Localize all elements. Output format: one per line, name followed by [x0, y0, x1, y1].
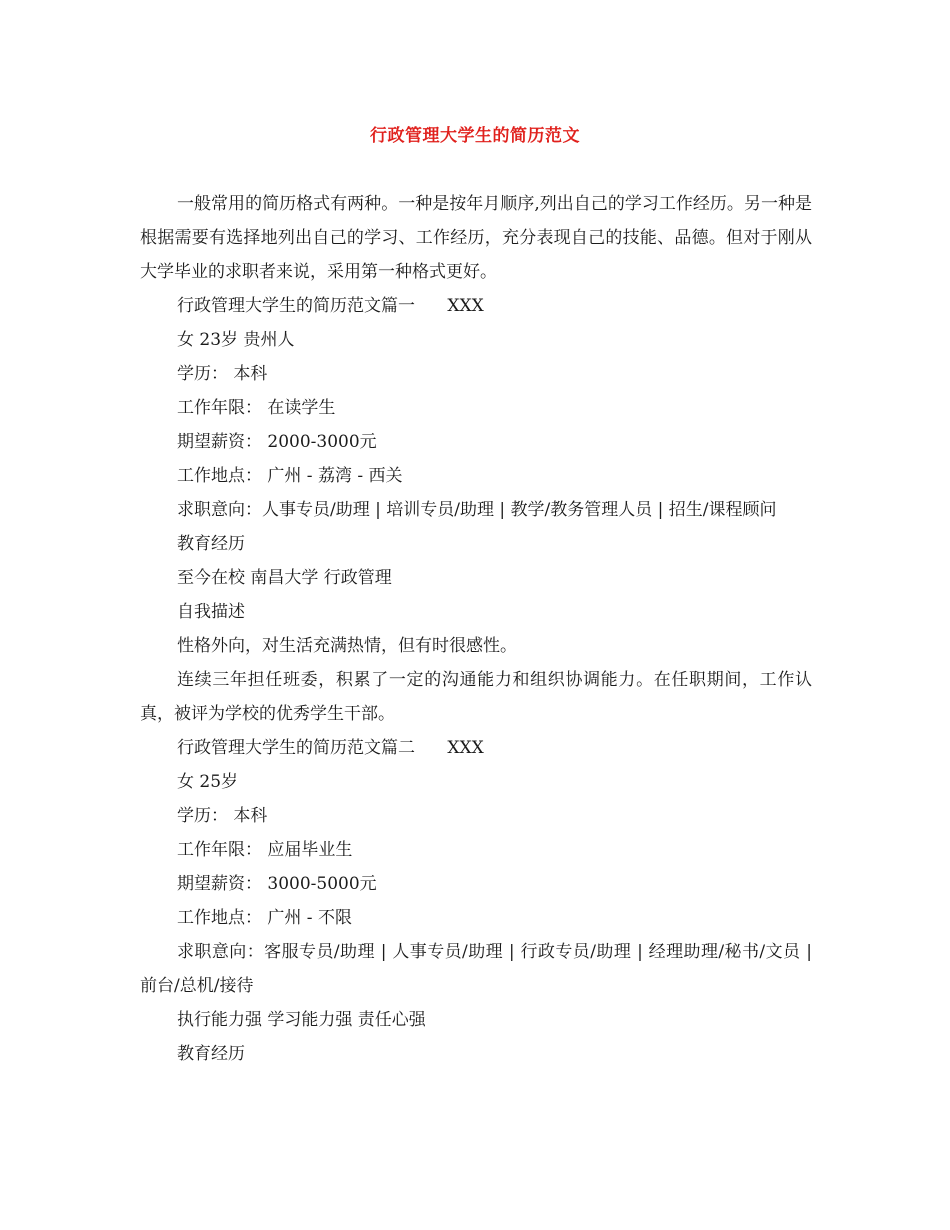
sample-one-education-level: 学历： 本科	[177, 364, 268, 384]
sample-two-heading: 行政管理大学生的简历范文篇二 XXX	[177, 738, 484, 758]
sample-two-personal-info: 女 25岁	[177, 772, 239, 792]
sample-one-expected-salary: 期望薪资： 2000-3000元	[177, 432, 377, 452]
sample-one-school: 至今在校 南昌大学 行政管理	[177, 568, 392, 588]
intro-paragraph: 一般常用的简历格式有两种。一种是按年月顺序,列出自己的学习工作经历。另一种是根据需要有选择地列出自己的学习、工作经历，充分表现自己的技能、品德。但对于刚从大学毕业的求职者来说，采用第一种格式更好。	[140, 194, 812, 282]
document-title: 行政管理大学生的简历范文	[370, 126, 580, 146]
sample-one-experience: 连续三年担任班委，积累了一定的沟通能力和组织协调能力。在任职期间，工作认真，被评为学校的优秀学生干部。	[140, 670, 812, 724]
sample-one-personal-info: 女 23岁 贵州人	[177, 330, 295, 350]
sample-two-expected-salary: 期望薪资： 3000-5000元	[177, 874, 377, 894]
sample-two-work-location: 工作地点： 广州 - 不限	[177, 908, 352, 928]
sample-one-job-intention: 求职意向：人事专员/助理 | 培训专员/助理 | 教学/教务管理人员 | 招生/课程顾问	[177, 500, 777, 520]
sample-one-heading: 行政管理大学生的简历范文篇一 XXX	[177, 296, 484, 316]
sample-one-personality: 性格外向，对生活充满热情，但有时很感性。	[177, 636, 517, 656]
sample-two-education-level: 学历： 本科	[177, 806, 268, 826]
sample-one-education-heading: 教育经历	[177, 534, 245, 554]
sample-one-work-location: 工作地点： 广州 - 荔湾 - 西关	[177, 466, 403, 486]
sample-two-education-heading: 教育经历	[177, 1044, 245, 1064]
sample-two-work-years: 工作年限： 应届毕业生	[177, 840, 353, 860]
document-body	[140, 187, 818, 1071]
sample-two-job-intention: 求职意向：客服专员/助理 | 人事专员/助理 | 行政专员/助理 | 经理助理/秘书/文员 | 前台/总机/接待	[140, 942, 818, 996]
sample-one-self-description-heading: 自我描述	[177, 602, 245, 622]
sample-one-work-years: 工作年限： 在读学生	[177, 398, 336, 418]
sample-two-strengths: 执行能力强 学习能力强 责任心强	[177, 1010, 426, 1030]
